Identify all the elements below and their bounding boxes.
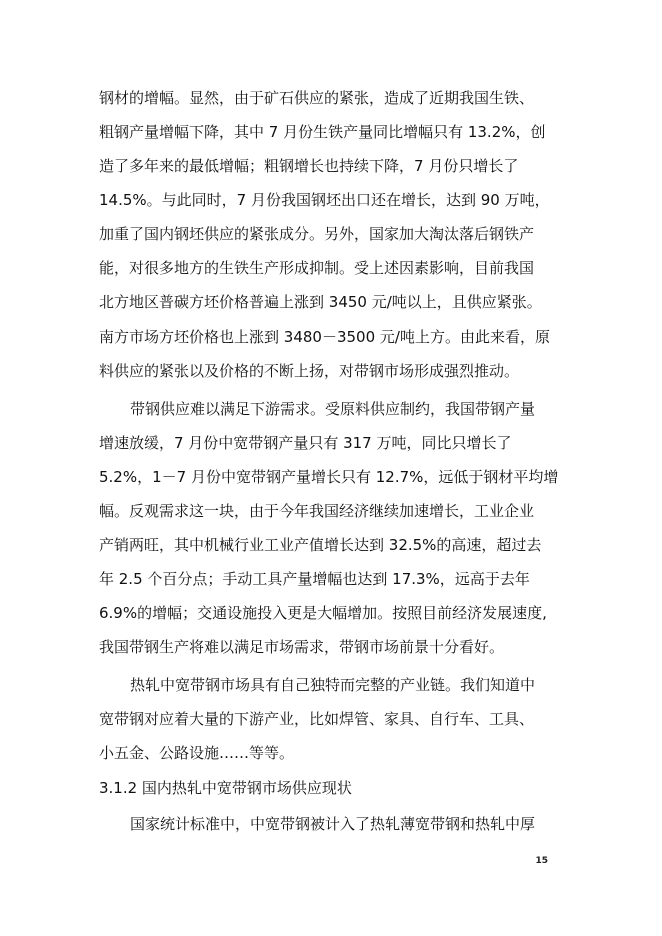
text-line: 产销两旺，其中机械行业工业产值增长达到 32.5%的高速，超过去 [99, 536, 542, 554]
paragraph-start-line: 热轧中宽带钢市场具有自己独特而完整的产业链。我们知道中 [130, 676, 536, 694]
page-number: 15 [535, 856, 548, 866]
text-line: 14.5%。与此同时，7 月份我国钢坯出口还在增长，达到 90 万吨， [99, 191, 550, 209]
paragraph-start-line: 国家统计标准中，中宽带钢被计入了热轧薄宽带钢和热轧中厚 [130, 815, 536, 833]
text-line: 南方市场方坯价格也上涨到 3480－3500 元/吨上方。由此来看，原 [99, 328, 550, 346]
text-line: 钢材的增幅。显然，由于矿石供应的紧张，造成了近期我国生铁、 [99, 89, 535, 107]
text-line: 北方地区普碳方坯价格普遍上涨到 3450 元/吨以上，且供应紧张。 [99, 293, 542, 311]
paragraph-start-line: 带钢供应难以满足下游需求。受原料供应制约，我国带钢产量 [130, 400, 536, 418]
text-line: 宽带钢对应着大量的下游产业，比如焊管、家具、自行车、工具、 [99, 710, 535, 728]
text-line: 5.2%，1－7 月份中宽带钢产量增长只有 12.7%，远低于钢材平均增 [99, 468, 559, 486]
text-line: 小五金、公路设施……等等。 [99, 744, 295, 762]
text-line: 6.9%的增幅；交通设施投入更是大幅增加。按照目前经济发展速度, [99, 604, 547, 622]
text-line: 能，对很多地方的生铁生产形成抑制。受上述因素影响，目前我国 [99, 259, 535, 277]
text-line: 粗钢产量增幅下降，其中 7 月份生铁产量同比增幅只有 13.2%，创 [99, 123, 546, 141]
text-line: 造了多年来的最低增幅；粗钢增长也持续下降，7 月份只增长了 [99, 157, 519, 175]
text-line: 料供应的紧张以及价格的不断上扬，对带钢市场形成强烈推动。 [99, 362, 520, 380]
text-line: 加重了国内钢坯供应的紧张成分。另外，国家加大淘汰落后钢铁产 [99, 225, 535, 243]
section-heading: 3.1.2 国内热轧中宽带钢市场供应现状 [99, 779, 352, 797]
text-line: 我国带钢生产将难以满足市场需求，带钢市场前景十分看好。 [99, 638, 505, 656]
text-line: 年 2.5 个百分点；手动工具产量增幅也达到 17.3%，远高于去年 [99, 570, 530, 588]
text-line: 增速放缓，7 月份中宽带钢产量只有 317 万吨，同比只增长了 [99, 434, 512, 452]
text-line: 幅。反观需求这一块，由于今年我国经济继续加速增长，工业企业 [99, 502, 535, 520]
